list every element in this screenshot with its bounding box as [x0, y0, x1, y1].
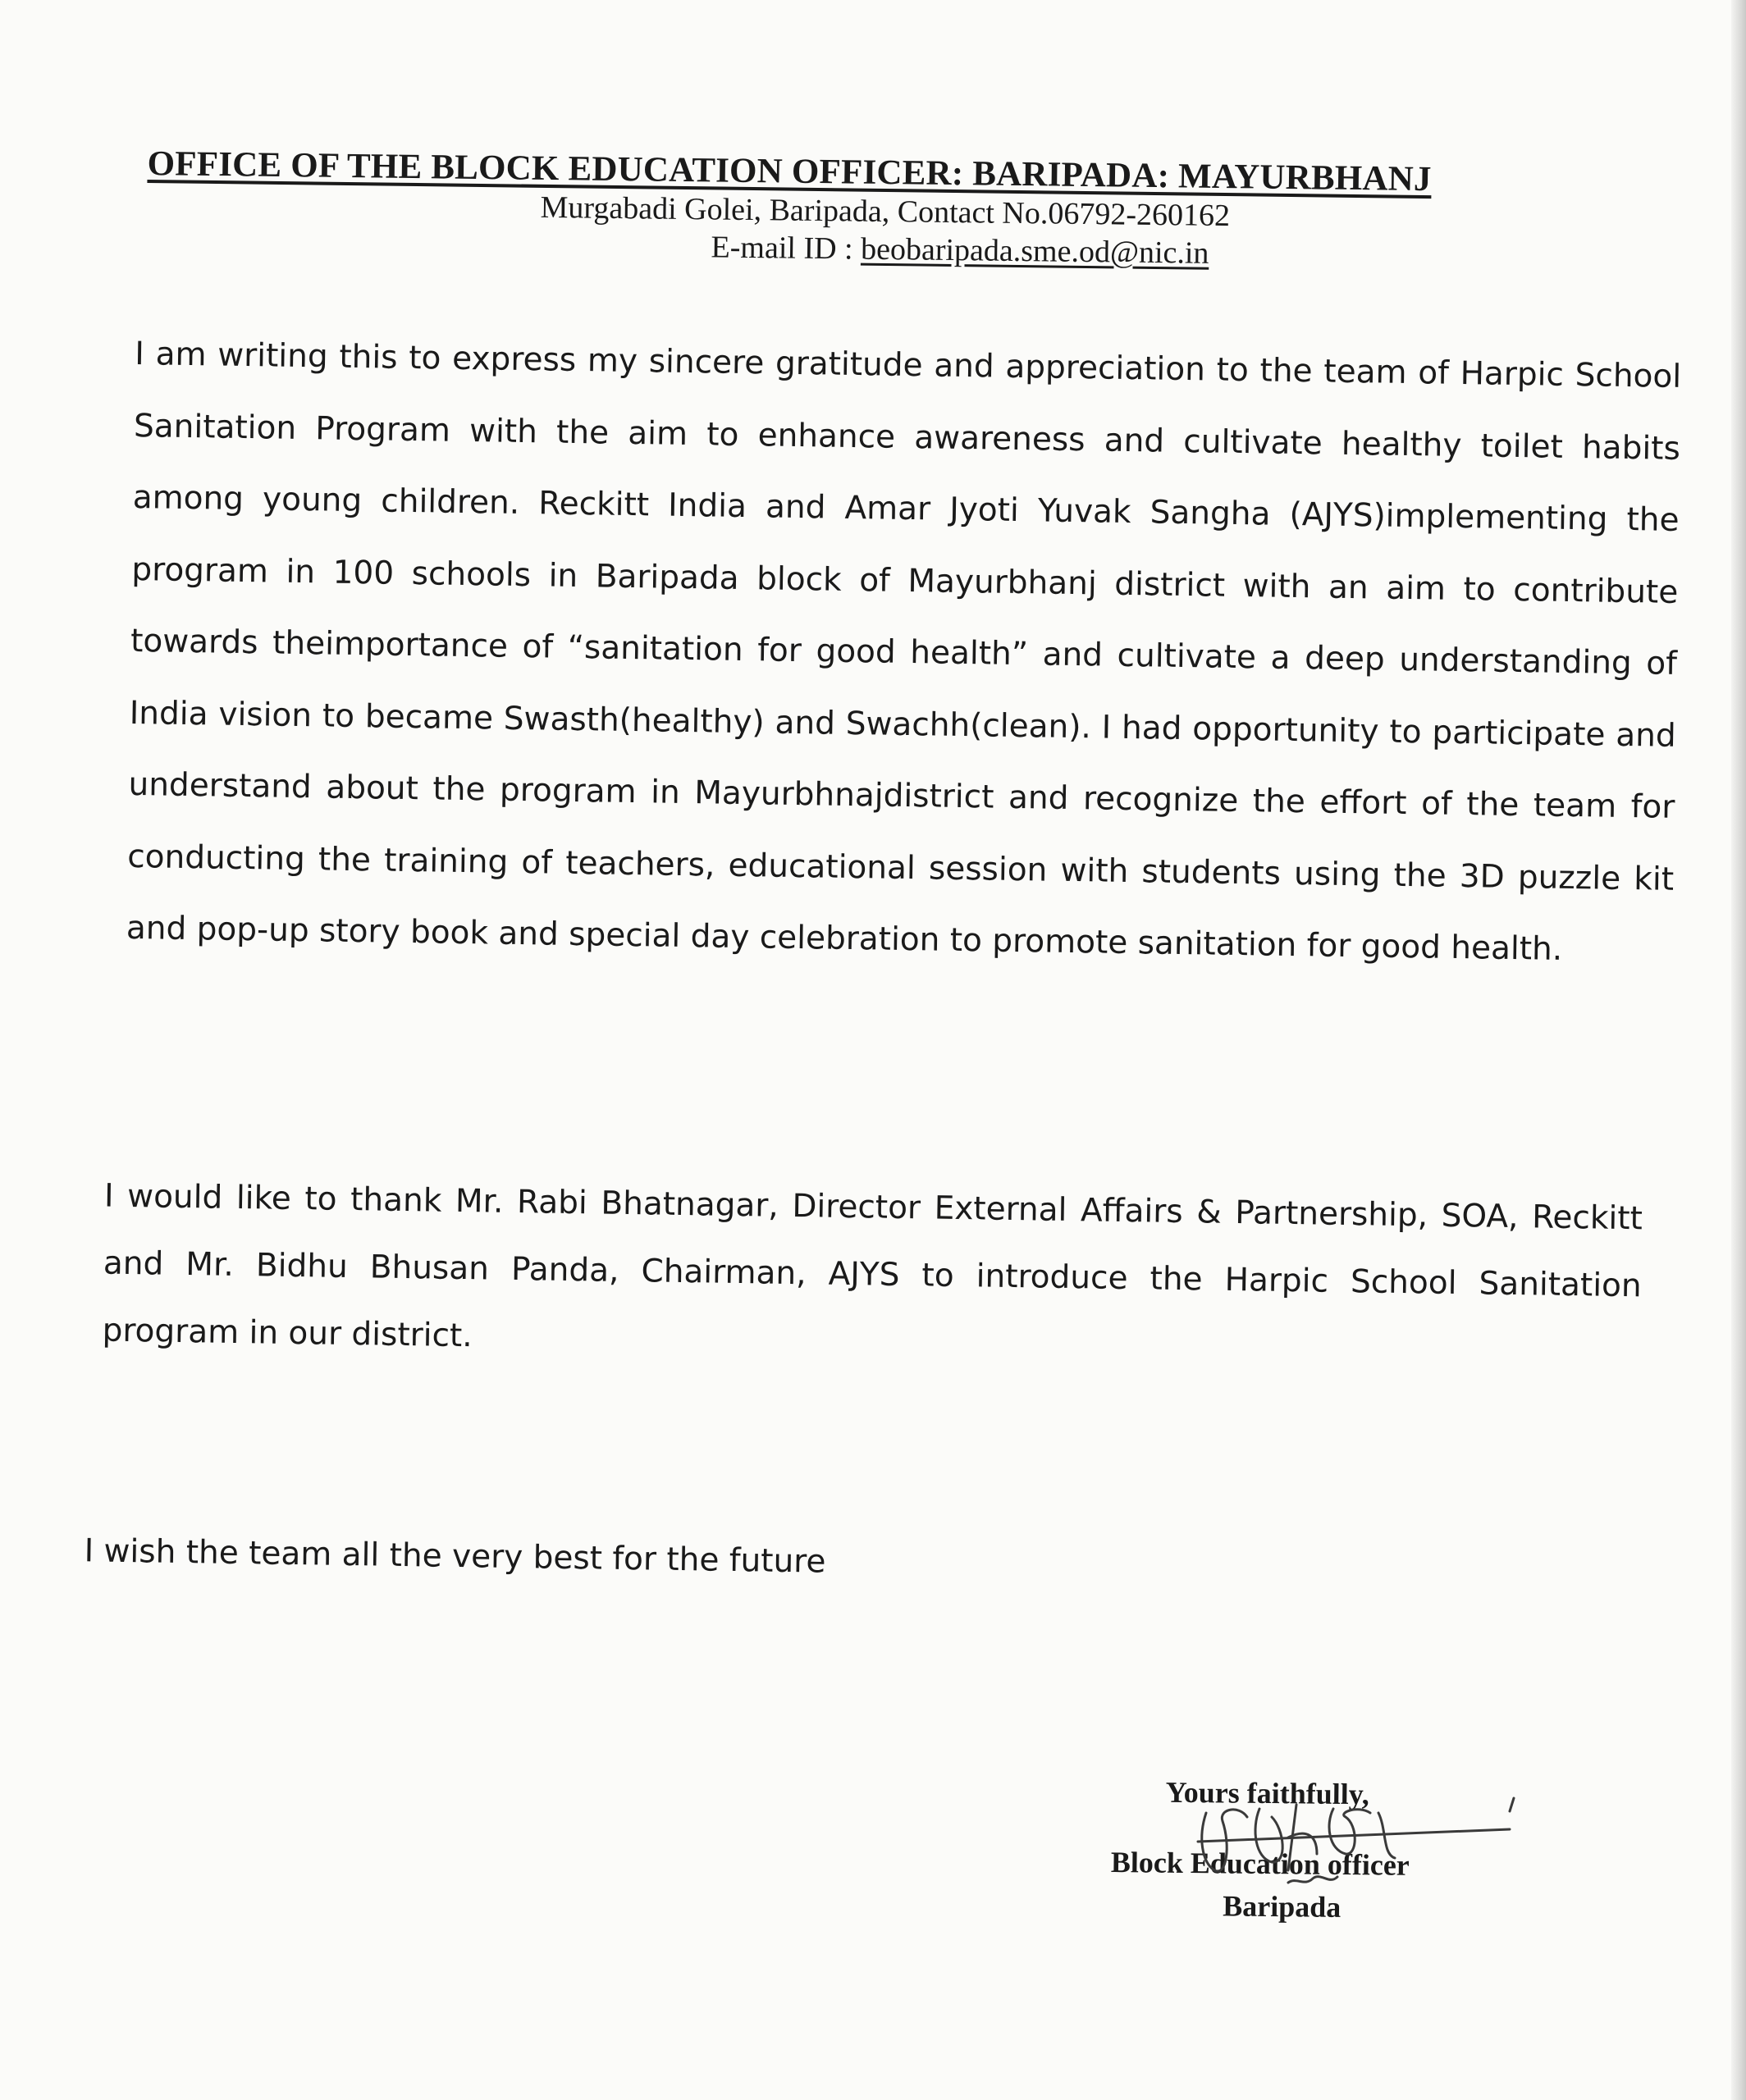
letter-body [84, 318, 1682, 1581]
email-label: E-mail ID : [711, 230, 862, 267]
body-paragraph-gratitude: I am writing this to express my sincere gratitude and appreciation to the team of Harpic School Sanitation Program with the aim to enhance awareness and cultivate healthy toilet habits among young children. Reckitt India and Amar Jyoti Yuvak Sangha (AJYS)implementing the program in 100 schools in Baripada block of Mayurbhanj district with an aim to contribute towards theimportance of “sanitation for good health” and cultivate a deep understanding of India vision to became Swasth(healthy) and Swachh(clean). I had opportunity to participate and understand about the program in Mayurbhnajdistrict and recognize the effort of the team for conducting the training of teachers, educational session with students using the 3D puzzle kit and pop-up story book and special day celebration to promote sanitation for good health. [126, 335, 1682, 968]
email-address: beobaripada.sme.od@nic.in [860, 231, 1209, 271]
signatory-place: Baripada [1223, 1889, 1341, 1924]
office-title: OFFICE OF THE BLOCK EDUCATION OFFICER: BARIPADA: MAYURBHANJ [147, 144, 1432, 199]
letterhead [146, 144, 1501, 276]
closing-salutation: Yours faithfully, [1165, 1775, 1369, 1811]
body-paragraph-wishes: I wish the team all the very best for the future [84, 1532, 826, 1581]
body-paragraph-thanks: I would like to thank Mr. Rabi Bhatnagar, Director External Affairs & Partnership, SOA, Reckitt and Mr. Bidhu Bhusan Panda, Chairman, AJYS to introduce the Harpic School Sanitation program in our district. [102, 1177, 1643, 1355]
office-address: Murgabadi Golei, Baripada, Contact No.06792-260162 [540, 189, 1231, 234]
page-edge-shadow [1731, 0, 1746, 2100]
signatory-designation: Block Education officer [1110, 1845, 1410, 1882]
handwritten-signature [1182, 1780, 1526, 1903]
